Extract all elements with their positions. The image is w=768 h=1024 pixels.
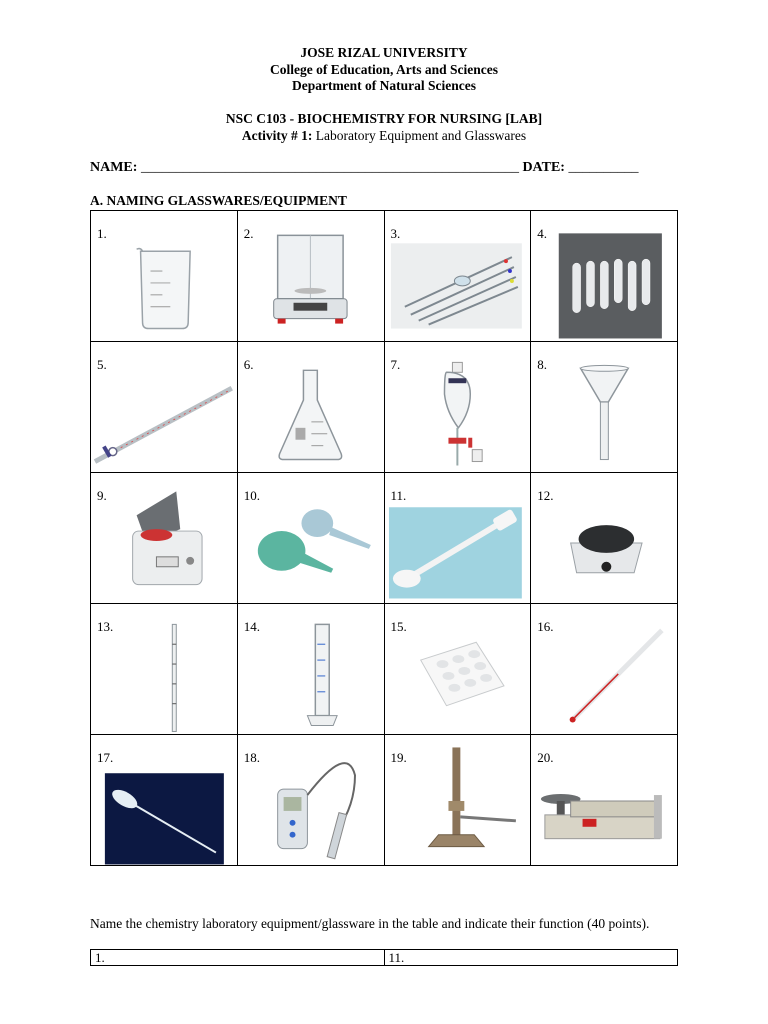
item-number: 20. <box>537 750 554 765</box>
equipment-cell <box>384 342 531 473</box>
item-number: 17. <box>97 750 114 765</box>
equipment-cell <box>91 342 238 473</box>
activity-label: Activity # 1: <box>241 128 313 143</box>
name-field[interactable]: ______________________________________________________ <box>140 160 519 175</box>
equipment-cell <box>384 604 531 735</box>
equipment-cell <box>531 473 678 604</box>
equipment-cell <box>384 211 531 342</box>
item-number: 7. <box>390 357 401 372</box>
item-number: 19. <box>390 750 407 765</box>
university-name: JOSE RIZAL UNIVERSITY <box>300 45 468 60</box>
equipment-cell <box>384 473 531 604</box>
item-number: 10. <box>243 488 260 503</box>
equipment-cell <box>237 735 384 866</box>
item-number: 15. <box>390 619 407 634</box>
equipment-cell <box>237 604 384 735</box>
analytical-balance-icon <box>238 211 384 341</box>
aspirator-bulb-icon <box>238 473 384 603</box>
activity-title: Laboratory Equipment and Glasswares <box>315 128 527 143</box>
erlenmeyer-flask-icon <box>238 342 384 472</box>
pipettes-icon <box>385 211 531 341</box>
college-name: College of Education, Arts and Sciences <box>270 62 498 77</box>
date-label: DATE: <box>522 160 565 175</box>
answer-table <box>90 949 678 966</box>
instructions: Name the chemistry laboratory equipment/glassware in the table and indicate their function (40 points). <box>90 916 650 931</box>
equipment-grid <box>90 210 678 866</box>
item-number: 11. <box>390 488 407 503</box>
answer-cell[interactable]: 1. <box>91 950 385 966</box>
section-a-title: A. NAMING GLASSWARES/EQUIPMENT <box>90 193 347 208</box>
item-number: 8. <box>537 357 547 372</box>
item-number: 1. <box>97 226 107 241</box>
item-number: 16. <box>537 619 554 634</box>
item-number: 6. <box>243 357 254 372</box>
beaker-icon <box>91 211 237 341</box>
name-date-row <box>90 160 638 176</box>
item-number: 13. <box>97 619 114 634</box>
bunsen-burner-icon <box>385 735 531 865</box>
ph-meter-icon <box>238 735 384 865</box>
equipment-cell <box>531 342 678 473</box>
hot-plate-icon <box>531 473 677 603</box>
answer-cell[interactable]: 11. <box>384 950 678 966</box>
thermometer-icon <box>531 604 677 734</box>
item-number: 5. <box>97 357 107 372</box>
burette-icon <box>91 342 237 472</box>
item-number: 18. <box>243 750 260 765</box>
equipment-cell <box>531 735 678 866</box>
item-number: 12. <box>537 488 554 503</box>
funnel-icon <box>531 342 677 472</box>
equipment-cell <box>384 735 531 866</box>
item-number: 2. <box>243 226 254 241</box>
equipment-cell <box>237 211 384 342</box>
course-title: NSC C103 - BIOCHEMISTRY FOR NURSING [LAB] <box>225 111 543 126</box>
name-label: NAME: <box>90 160 138 175</box>
spatula-icon <box>385 473 531 603</box>
item-number: 14. <box>243 619 260 634</box>
equipment-cell <box>237 473 384 604</box>
activity-line <box>0 128 768 144</box>
equipment-cell <box>91 211 238 342</box>
item-number: 3. <box>390 226 401 241</box>
test-tubes-icon <box>531 211 677 341</box>
spot-plate-icon <box>385 604 531 734</box>
item-number: 4. <box>537 226 547 241</box>
equipment-cell <box>91 473 238 604</box>
dropper-icon <box>91 735 237 865</box>
department-name: Department of Natural Sciences <box>291 78 477 93</box>
equipment-cell <box>531 604 678 735</box>
equipment-cell <box>91 604 238 735</box>
graduated-pipette-icon <box>91 604 237 734</box>
item-number: 9. <box>97 488 107 503</box>
date-field[interactable]: __________ <box>568 160 639 175</box>
equipment-cell <box>91 735 238 866</box>
triple-beam-balance-icon <box>531 735 677 865</box>
equipment-cell <box>237 342 384 473</box>
equipment-cell <box>531 211 678 342</box>
separatory-funnel-icon <box>385 342 531 472</box>
centrifuge-icon <box>91 473 237 603</box>
graduated-cylinder-icon <box>238 604 384 734</box>
